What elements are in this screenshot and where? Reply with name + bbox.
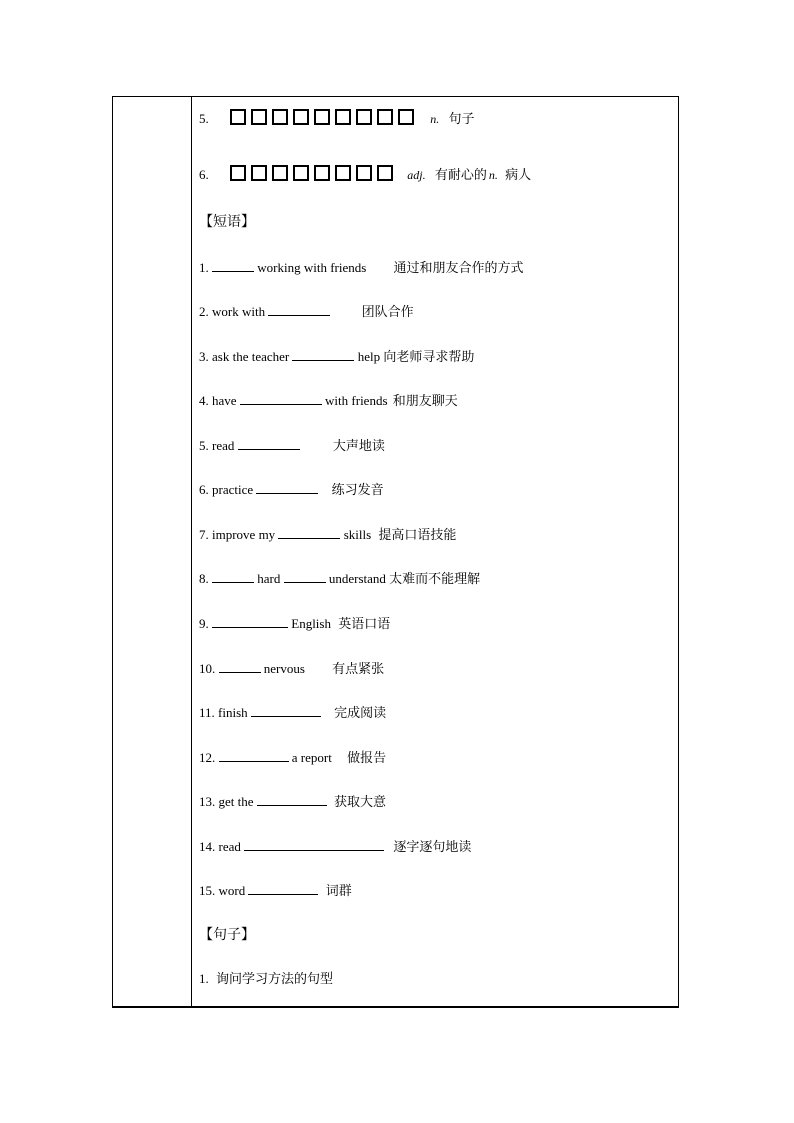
phrase-row: 11. finish 完成阅读 (199, 705, 387, 721)
letter-boxes[interactable] (230, 165, 398, 186)
meaning: 有耐心的 (434, 168, 487, 183)
item-number: 5. (199, 111, 209, 126)
phrase-row: 6. practice 练习发音 (199, 482, 384, 498)
meaning: 病人 (505, 168, 532, 183)
part-of-speech: n. (488, 168, 498, 182)
answer-blank[interactable] (212, 258, 254, 272)
item-number: 6. (199, 167, 209, 182)
answer-blank[interactable] (292, 347, 354, 361)
vocab-item (199, 109, 475, 130)
answer-blank[interactable] (278, 525, 340, 539)
phrase-row: 7. improve my skills 提高口语技能 (199, 527, 457, 543)
answer-blank[interactable] (244, 837, 384, 851)
phrase-row: 2. work with 团队合作 (199, 304, 414, 320)
answer-blank[interactable] (248, 881, 318, 895)
meaning: 句子 (448, 112, 475, 127)
answer-blank[interactable] (238, 436, 300, 450)
answer-blank[interactable] (240, 391, 322, 405)
letter-boxes[interactable] (230, 109, 419, 130)
sentences-heading: 【句子】 (199, 927, 255, 943)
phrase-row: 8. hard understand 太难而不能理解 (199, 571, 481, 587)
left-column (113, 97, 192, 1006)
part-of-speech: adj. (407, 168, 426, 182)
vocab-item (199, 165, 531, 186)
answer-blank[interactable] (257, 792, 327, 806)
phrase-row: 1. working with friends 通过和朋友合作的方式 (199, 260, 524, 276)
answer-blank[interactable] (256, 480, 318, 494)
answer-blank[interactable] (251, 703, 321, 717)
phrase-row: 5. read 大声地读 (199, 438, 385, 454)
sentence-row: 1. 询问学习方法的句型 (199, 971, 334, 987)
phrase-row: 15. word 词群 (199, 883, 352, 899)
phrase-row: 3. ask the teacher help 向老师寻求帮助 (199, 349, 475, 365)
answer-blank[interactable] (219, 659, 261, 673)
part-of-speech: n. (430, 112, 440, 126)
phrase-row: 10. nervous 有点紧张 (199, 661, 385, 677)
phrases-heading: 【短语】 (199, 214, 255, 230)
answer-blank[interactable] (268, 302, 330, 316)
answer-blank[interactable] (212, 569, 254, 583)
worksheet-table (112, 96, 679, 1008)
answer-blank[interactable] (219, 748, 289, 762)
answer-blank[interactable] (284, 569, 326, 583)
phrase-row: 14. read 逐字逐句地读 (199, 839, 472, 855)
phrase-row: 4. have with friends 和朋友聊天 (199, 393, 458, 409)
phrase-row: 9. English 英语口语 (199, 616, 391, 632)
answer-blank[interactable] (212, 614, 288, 628)
phrase-row: 13. get the 获取大意 (199, 794, 387, 810)
phrase-row: 12. a report 做报告 (199, 750, 387, 766)
